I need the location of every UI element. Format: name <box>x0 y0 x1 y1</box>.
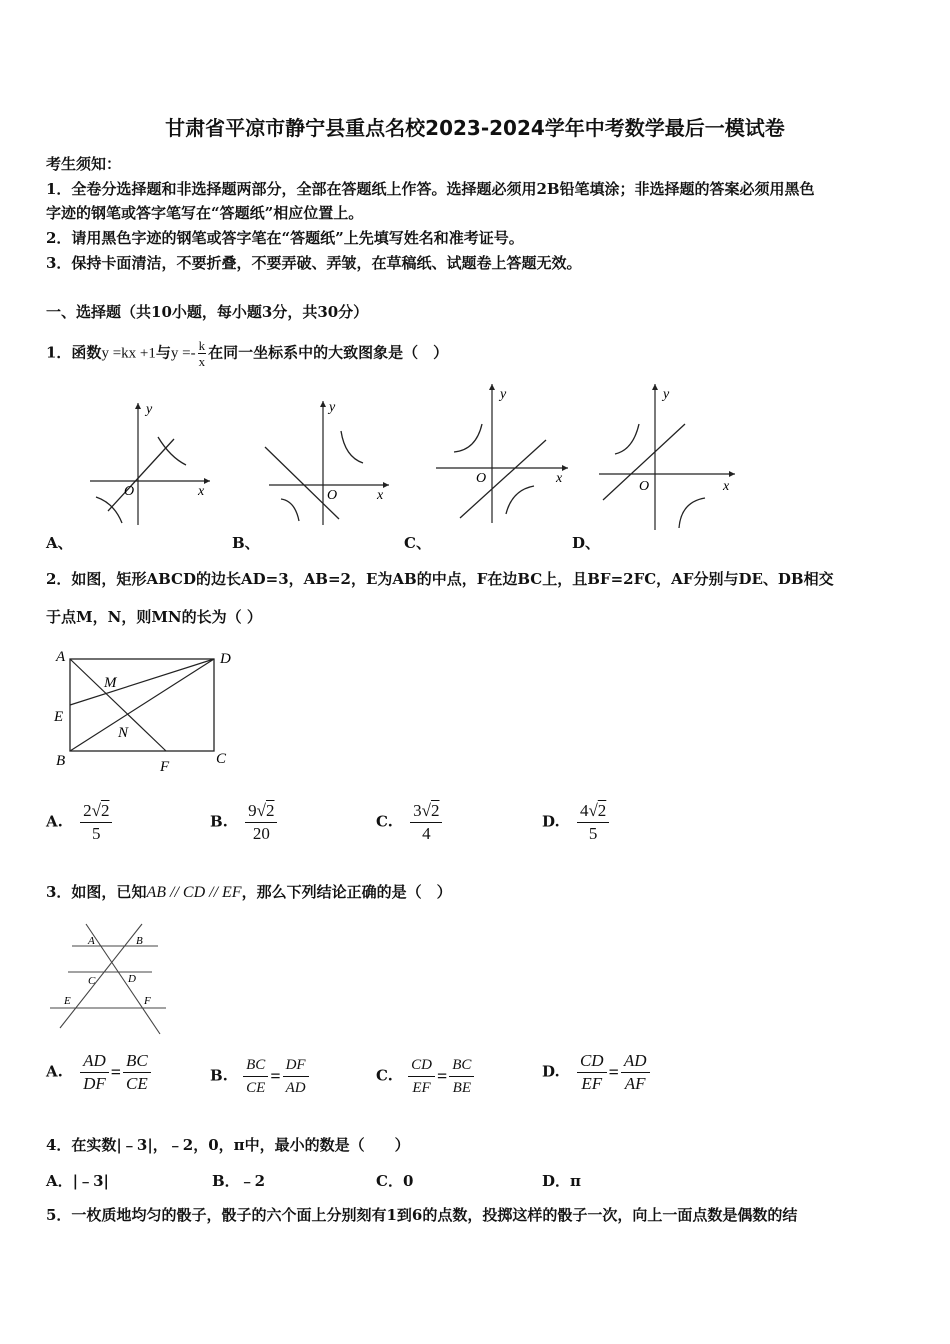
q1-mid: 与 <box>155 343 171 362</box>
q1-option-a[interactable]: A、 <box>46 534 73 552</box>
q3-option-b[interactable] <box>210 1054 309 1099</box>
q1d-hyperbola-1 <box>615 424 639 454</box>
q2d-numerator: 4√2 <box>577 800 609 823</box>
q1-option-b[interactable]: B、 <box>232 534 260 552</box>
q1-func2-prefix: y =- <box>170 345 196 362</box>
q2b-numerator: 9√2 <box>245 800 277 823</box>
page-title: 甘肃省平凉市静宁县重点名校2023-2024学年中考数学最后一模试卷 <box>165 116 785 140</box>
q2c-fraction <box>410 800 442 845</box>
q3a-label: A. <box>46 1062 63 1081</box>
q3-option-a[interactable] <box>46 1050 151 1095</box>
q3d-equals: = <box>608 1062 619 1082</box>
q3b-label: B. <box>210 1066 228 1085</box>
q2-label-a: A <box>56 649 66 665</box>
question-2-line-2: 于点M，N，则MN的长为（ ） <box>46 608 262 626</box>
q1b-x-arrow <box>383 482 389 488</box>
q3-suffix: ，那么下列结论正确的是（ ） <box>241 883 452 901</box>
section-heading: 一、选择题（共10小题，每小题3分，共30分） <box>46 303 369 321</box>
q3d-label: D. <box>542 1062 560 1081</box>
q1-graph-a <box>70 395 220 535</box>
q2-option-a[interactable] <box>46 800 112 845</box>
q2a-denominator: 5 <box>92 824 101 843</box>
question-4-stem: 4．在实数|﹣3|，﹣2，0，π中，最小的数是（ ） <box>46 1136 410 1154</box>
q1a-x-arrow <box>204 478 210 484</box>
q3c-fraction-1: $\frac{CD}{EF}$ <box>408 1054 435 1099</box>
q1c-line <box>460 440 546 518</box>
q3c-label: C. <box>376 1066 393 1085</box>
q1d-hyperbola-2 <box>679 498 705 528</box>
q1-option-c[interactable]: C、 <box>404 534 431 552</box>
q1-suffix: 在同一坐标系中的大致图象是（ ） <box>208 343 449 362</box>
q1b-y-arrow <box>320 401 326 407</box>
q1-prefix: 1．函数 <box>46 343 102 362</box>
notice-item-2: 2．请用黑色字迹的钢笔或答字笔在“答题纸”上先填写姓名和准考证号。 <box>46 229 524 247</box>
q2d-label: D. <box>542 812 560 831</box>
q3-transversal-1 <box>86 924 160 1034</box>
q2b-label: B. <box>210 812 228 831</box>
q3-prefix: 3．如图，已知 <box>46 883 147 901</box>
notice-item-1-line-1: 1．全卷分选择题和非选择题两部分，全部在答题纸上作答。选择题必须用2B铅笔填涂；非选择题的答案必须用黑色 <box>46 180 815 198</box>
q2-line-db <box>70 659 214 751</box>
q3-option-c[interactable] <box>376 1054 474 1099</box>
q1a-y-label: y <box>146 402 153 417</box>
q1a-origin: O <box>124 484 135 499</box>
q3-label-d: D <box>128 973 136 985</box>
q2a-fraction <box>80 800 112 845</box>
q2b-fraction <box>245 800 277 845</box>
q2b-denominator: 20 <box>252 824 270 843</box>
q2-label-c: C <box>216 751 227 767</box>
q1d-y-label: y <box>663 387 670 402</box>
q2-label-m: M <box>104 675 117 691</box>
q1a-line <box>108 439 174 511</box>
q1d-x-label: x <box>723 479 730 494</box>
q3a-equals: = <box>110 1062 122 1082</box>
q1-func1: y =kx +1 <box>101 345 156 362</box>
q2-label-b: B <box>56 753 66 769</box>
question-3-stem <box>46 882 452 903</box>
q1b-y-label: y <box>329 400 336 415</box>
q2c-numerator: 3√2 <box>410 800 442 823</box>
question-5-line-1: 5．一枚质地均匀的骰子，骰子的六个面上分别刻有1到6的点数，投掷这样的骰子一次，向上一面点数是偶数的结 <box>46 1206 798 1224</box>
q2c-label: C. <box>376 812 393 831</box>
q4-option-c[interactable]: C．0 <box>376 1172 414 1190</box>
notice-item-1-line-2: 字迹的钢笔或答字笔写在“答题纸”相应位置上。 <box>46 204 364 222</box>
q1c-y-arrow <box>489 384 495 390</box>
q1d-y-arrow <box>652 384 658 390</box>
q3a-fraction-1: $\frac{AD}{DF}$ <box>80 1050 109 1095</box>
q3d-fraction-2: $\frac{AD}{AF}$ <box>621 1050 650 1095</box>
q3-label-a: A <box>88 935 95 947</box>
q4-option-a[interactable]: A．|﹣3| <box>46 1172 109 1190</box>
q3-label-e: E <box>64 995 71 1007</box>
q3b-fraction-1: $\frac{BC}{CE}$ <box>243 1054 268 1099</box>
q3-figure <box>46 920 176 1038</box>
q2a-label: A. <box>46 812 63 831</box>
q1d-origin: O <box>639 479 650 494</box>
q2-option-d[interactable] <box>542 800 609 845</box>
q1-option-d[interactable]: D、 <box>572 534 601 552</box>
q2-label-d: D <box>220 651 231 667</box>
question-2-line-1: 2．如图，矩形ABCD的边长AD=3，AB=2，E为AB的中点，F在边BC上，且BF=2FC，AF分别与DE、DB相交 <box>46 570 834 588</box>
q2-line-de <box>70 659 214 705</box>
notice-item-3: 3．保持卡面清洁，不要折叠，不要弄破、弄皱，在草稿纸、试题卷上答题无效。 <box>46 254 582 272</box>
q3-label-f: F <box>144 995 151 1007</box>
q3a-fraction-2: $\frac{BC}{CE}$ <box>123 1050 151 1095</box>
q2a-numerator: 2√2 <box>80 800 112 823</box>
q1-graph-b <box>255 395 405 535</box>
q1c-hyperbola-1 <box>454 424 482 452</box>
notice-heading: 考生须知： <box>46 155 122 173</box>
q1-k-over-x <box>198 338 207 369</box>
q2c-denominator: 4 <box>422 824 431 843</box>
q1c-y-label: y <box>500 387 507 402</box>
q1b-x-label: x <box>377 488 384 503</box>
q2-label-f: F <box>160 759 170 775</box>
q2-label-e: E <box>54 709 64 725</box>
q1b-hyperbola-1 <box>341 431 363 463</box>
q1c-hyperbola-2 <box>506 486 534 514</box>
question-1-stem <box>46 338 448 369</box>
q1-k: k <box>198 338 206 353</box>
q3c-fraction-2: $\frac{BC}{BE}$ <box>449 1054 474 1099</box>
q3d-fraction-1: $\frac{CD}{EF}$ <box>577 1050 607 1095</box>
q1a-x-label: x <box>198 484 205 499</box>
q1-graph-c <box>430 378 580 533</box>
q3-label-c: C <box>88 975 96 987</box>
q4-option-d[interactable]: D．π <box>542 1172 581 1190</box>
q3b-equals: = <box>270 1066 281 1086</box>
q1c-x-arrow <box>562 465 568 471</box>
q1a-y-arrow <box>135 403 141 409</box>
q1-x: x <box>198 354 206 369</box>
q1c-x-label: x <box>556 471 563 486</box>
q2-option-c[interactable] <box>376 800 442 845</box>
q3-option-d[interactable] <box>542 1050 650 1095</box>
q3-condition: AB // CD // EF <box>146 884 242 901</box>
q3-label-b: B <box>136 935 143 947</box>
q1d-x-arrow <box>729 471 735 477</box>
q1-graph-d <box>595 378 745 533</box>
q3b-fraction-2: $\frac{DF}{AD}$ <box>283 1054 309 1099</box>
q3c-equals: = <box>436 1066 448 1086</box>
q2-label-n: N <box>118 725 129 741</box>
q1b-line <box>265 447 339 519</box>
q2-figure <box>48 645 248 775</box>
q1c-origin: O <box>476 471 487 486</box>
q4-option-b[interactable]: B．﹣2 <box>212 1172 266 1190</box>
q2-option-b[interactable] <box>210 800 277 845</box>
q1b-origin: O <box>327 488 338 503</box>
q2d-fraction <box>577 800 609 845</box>
q1b-hyperbola-2 <box>281 499 299 521</box>
q2d-denominator: 5 <box>588 824 598 843</box>
